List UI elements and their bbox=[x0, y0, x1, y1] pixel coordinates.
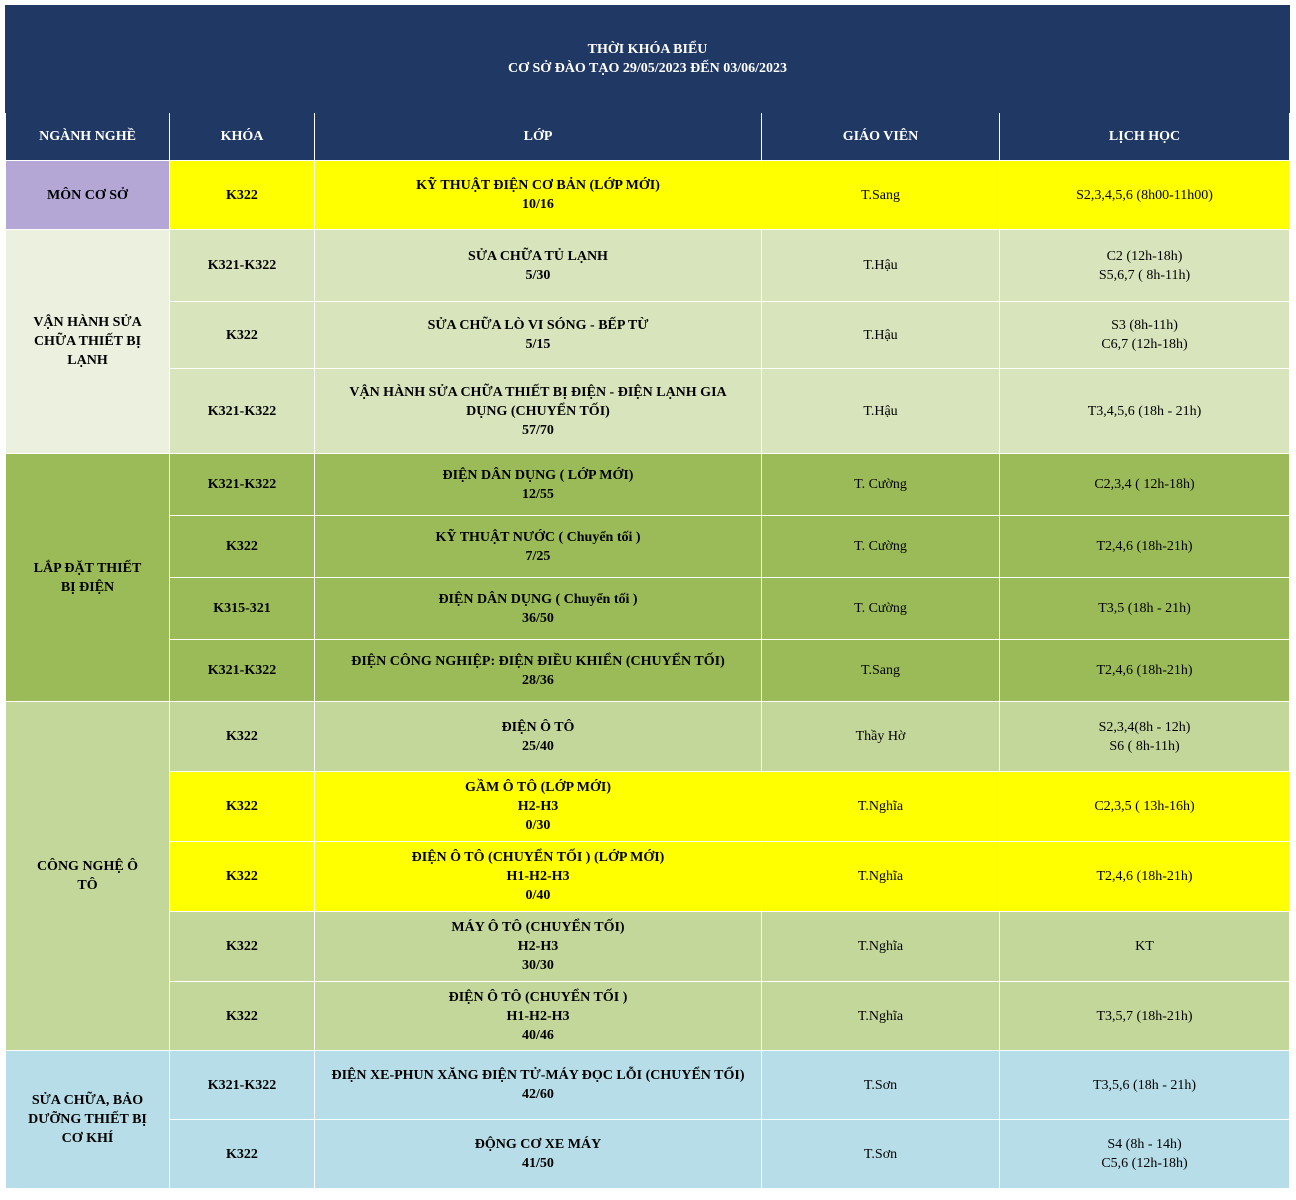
table-row bbox=[6, 640, 1290, 702]
lop-cell-line: ĐIỆN Ô TÔ bbox=[501, 719, 575, 735]
table-row bbox=[6, 842, 1290, 912]
lop-cell bbox=[315, 982, 762, 1051]
khoa-cell: K322 bbox=[170, 161, 315, 230]
khoa-cell: K321-K322 bbox=[170, 1051, 315, 1120]
lop-cell-line: KỸ THUẬT NƯỚC ( Chuyển tối ) bbox=[435, 529, 641, 545]
table-row bbox=[6, 772, 1290, 842]
lop-cell bbox=[315, 842, 762, 912]
lich-hoc-cell bbox=[1000, 912, 1290, 982]
table-row bbox=[6, 369, 1290, 454]
table-row bbox=[6, 1051, 1290, 1120]
lop-cell-line: DỤNG (CHUYỂN TỐI) bbox=[466, 403, 610, 419]
khoa-cell: K322 bbox=[170, 772, 315, 842]
table-row bbox=[6, 1120, 1290, 1189]
khoa-cell: K322 bbox=[170, 1120, 315, 1189]
lop-cell-line: H2-H3 bbox=[517, 939, 559, 954]
lich-hoc-cell-line: KT bbox=[1135, 939, 1154, 954]
table-row bbox=[6, 230, 1290, 302]
lop-cell-line: 25/40 bbox=[522, 738, 554, 754]
nganh-nghe-cell: CÔNG NGHỆ Ô TÔ bbox=[6, 702, 170, 1051]
lop-cell-line: 0/30 bbox=[525, 818, 551, 833]
lop-cell bbox=[315, 912, 762, 982]
lop-cell-line: H2-H3 bbox=[517, 799, 559, 814]
lich-hoc-cell bbox=[1000, 640, 1290, 702]
giao-vien-cell: T. Cường bbox=[762, 516, 1000, 578]
khoa-cell: K322 bbox=[170, 516, 315, 578]
lich-hoc-cell-line: S5,6,7 ( 8h-11h) bbox=[1098, 267, 1191, 283]
lop-cell-line: ĐIỆN DÂN DỤNG ( Chuyển tối ) bbox=[438, 591, 638, 607]
header-lich-hoc: LỊCH HỌC bbox=[1000, 113, 1290, 161]
khoa-cell: K321-K322 bbox=[170, 369, 315, 454]
table-row bbox=[6, 516, 1290, 578]
lop-cell bbox=[315, 702, 762, 772]
lop-cell bbox=[315, 161, 762, 230]
khoa-cell: K322 bbox=[170, 982, 315, 1051]
lop-cell-line: SỬA CHỮA TỦ LẠNH bbox=[468, 248, 608, 264]
table-row bbox=[6, 578, 1290, 640]
title-line-1: THỜI KHÓA BIỂU bbox=[587, 42, 708, 57]
lop-cell bbox=[315, 230, 762, 302]
lop-cell-line: 10/16 bbox=[522, 197, 554, 212]
giao-vien-cell: T.Hậu bbox=[762, 369, 1000, 454]
lich-hoc-cell-line: C5,6 (12h-18h) bbox=[1101, 1156, 1188, 1171]
lop-cell bbox=[315, 302, 762, 369]
header-lop: LỚP bbox=[315, 113, 762, 161]
khoa-cell: K322 bbox=[170, 302, 315, 369]
lich-hoc-cell-line: S2,3,4,5,6 (8h00-11h00) bbox=[1076, 187, 1213, 203]
lop-cell-line: MÁY Ô TÔ (CHUYỂN TỐI) bbox=[451, 920, 625, 935]
lop-cell-line: ĐIỆN Ô TÔ (CHUYỂN TỐI ) bbox=[448, 989, 628, 1005]
table-row bbox=[6, 982, 1290, 1051]
lop-cell bbox=[315, 640, 762, 702]
nganh-nghe-cell: LẮP ĐẶT THIẾT BỊ ĐIỆN bbox=[6, 454, 170, 702]
title-line-2: CƠ SỞ ĐÀO TẠO 29/05/2023 ĐẾN 03/06/2023 bbox=[508, 61, 788, 76]
lop-cell bbox=[315, 369, 762, 454]
lop-cell-line: ĐIỆN CÔNG NGHIỆP: ĐIỆN ĐIỀU KHIỂN (CHUYỂN TỐI) bbox=[351, 653, 725, 669]
lich-hoc-cell bbox=[1000, 842, 1290, 912]
lop-cell-line: 5/30 bbox=[525, 267, 551, 283]
lop-cell-line: 30/30 bbox=[522, 958, 554, 973]
lop-cell-line: H1-H2-H3 bbox=[506, 869, 570, 884]
table-row bbox=[6, 302, 1290, 369]
lich-hoc-cell-line: T3,5,7 (18h-21h) bbox=[1096, 1008, 1193, 1024]
lich-hoc-cell-line: T2,4,6 (18h-21h) bbox=[1096, 663, 1193, 678]
khoa-cell: K322 bbox=[170, 702, 315, 772]
giao-vien-cell: T.Sang bbox=[762, 161, 1000, 230]
table-row bbox=[6, 454, 1290, 516]
lich-hoc-cell-line: T3,4,5,6 (18h - 21h) bbox=[1087, 403, 1202, 419]
lop-cell-line: KỸ THUẬT ĐIỆN CƠ BẢN (LỚP MỚI) bbox=[416, 178, 660, 193]
khoa-cell: K321-K322 bbox=[170, 454, 315, 516]
lop-cell bbox=[315, 578, 762, 640]
giao-vien-cell: T.Hậu bbox=[762, 230, 1000, 302]
header-nganh-nghe: NGÀNH NGHỀ bbox=[6, 113, 170, 161]
lop-cell-line: SỬA CHỮA LÒ VI SÓNG - BẾP TỪ bbox=[427, 318, 649, 333]
timetable bbox=[5, 5, 1290, 1189]
lich-hoc-cell-line: S4 (8h - 14h) bbox=[1107, 1137, 1182, 1152]
lop-cell bbox=[315, 772, 762, 842]
timetable-title bbox=[6, 6, 1290, 113]
header-row bbox=[6, 113, 1290, 161]
lich-hoc-cell-line: T3,5,6 (18h - 21h) bbox=[1092, 1077, 1197, 1093]
lop-cell-line: ĐIỆN DÂN DỤNG ( LỚP MỚI) bbox=[442, 467, 634, 483]
lich-hoc-cell-line: T2,4,6 (18h-21h) bbox=[1096, 539, 1193, 554]
lich-hoc-cell bbox=[1000, 302, 1290, 369]
timetable-body bbox=[6, 161, 1290, 1189]
lop-cell-line: ĐIỆN XE-PHUN XĂNG ĐIỆN TỬ-MÁY ĐỌC LỖI (CHUYỂN TỐI) bbox=[331, 1068, 745, 1083]
lich-hoc-cell bbox=[1000, 1051, 1290, 1120]
nganh-nghe-cell: VẬN HÀNH SỬA CHỮA THIẾT BỊ LẠNH bbox=[6, 230, 170, 454]
lop-cell-line: 42/60 bbox=[522, 1087, 554, 1102]
timetable-sheet bbox=[5, 5, 1290, 1189]
giao-vien-cell: T.Sơn bbox=[762, 1120, 1000, 1189]
lich-hoc-cell bbox=[1000, 230, 1290, 302]
lich-hoc-cell-line: S6 ( 8h-11h) bbox=[1109, 738, 1180, 754]
khoa-cell: K321-K322 bbox=[170, 640, 315, 702]
lop-cell-line: 7/25 bbox=[525, 548, 551, 564]
lop-cell-line: ĐỘNG CƠ XE MÁY bbox=[474, 1137, 602, 1152]
lich-hoc-cell-line: C2 (12h-18h) bbox=[1106, 248, 1183, 264]
lich-hoc-cell-line: C6,7 (12h-18h) bbox=[1101, 337, 1188, 352]
giao-vien-cell: Thầy Hờ bbox=[762, 702, 1000, 772]
giao-vien-cell: T.Sơn bbox=[762, 1051, 1000, 1120]
table-row bbox=[6, 161, 1290, 230]
lop-cell-line: 5/15 bbox=[525, 337, 551, 352]
lich-hoc-cell bbox=[1000, 516, 1290, 578]
lich-hoc-cell-line: S2,3,4(8h - 12h) bbox=[1098, 719, 1191, 735]
lich-hoc-cell-line: S3 (8h-11h) bbox=[1111, 318, 1178, 333]
khoa-cell: K322 bbox=[170, 912, 315, 982]
giao-vien-cell: T.Sang bbox=[762, 640, 1000, 702]
lop-cell bbox=[315, 1051, 762, 1120]
lich-hoc-cell bbox=[1000, 702, 1290, 772]
khoa-cell: K321-K322 bbox=[170, 230, 315, 302]
lop-cell-line: 36/50 bbox=[522, 610, 554, 626]
khoa-cell: K315-321 bbox=[170, 578, 315, 640]
table-row bbox=[6, 912, 1290, 982]
table-row bbox=[6, 702, 1290, 772]
lich-hoc-cell-line: T3,5 (18h - 21h) bbox=[1098, 601, 1191, 616]
header-khoa: KHÓA bbox=[170, 113, 315, 161]
lop-cell-line: 57/70 bbox=[522, 422, 554, 438]
khoa-cell: K322 bbox=[170, 842, 315, 912]
giao-vien-cell: T.Nghĩa bbox=[762, 982, 1000, 1051]
lop-cell bbox=[315, 1120, 762, 1189]
lop-cell-line: VẬN HÀNH SỬA CHỮA THIẾT BỊ ĐIỆN - ĐIỆN LẠNH GIA bbox=[349, 384, 727, 400]
lich-hoc-cell bbox=[1000, 772, 1290, 842]
lop-cell-line: 0/40 bbox=[525, 888, 551, 903]
lop-cell-line: ĐIỆN Ô TÔ (CHUYỂN TỐI ) (LỚP MỚI) bbox=[411, 850, 665, 865]
nganh-nghe-cell: MÔN CƠ SỞ bbox=[6, 161, 170, 230]
lich-hoc-cell bbox=[1000, 982, 1290, 1051]
giao-vien-cell: T.Nghĩa bbox=[762, 772, 1000, 842]
giao-vien-cell: T. Cường bbox=[762, 578, 1000, 640]
lich-hoc-cell bbox=[1000, 369, 1290, 454]
lop-cell-line: 41/50 bbox=[522, 1156, 554, 1171]
header-giao-vien: GIÁO VIÊN bbox=[762, 113, 1000, 161]
lop-cell-line: 40/46 bbox=[522, 1027, 554, 1043]
lich-hoc-cell bbox=[1000, 161, 1290, 230]
lich-hoc-cell bbox=[1000, 1120, 1290, 1189]
giao-vien-cell: T.Nghĩa bbox=[762, 842, 1000, 912]
lich-hoc-cell-line: T2,4,6 (18h-21h) bbox=[1096, 869, 1193, 884]
lop-cell bbox=[315, 454, 762, 516]
lop-cell-line: GẦM Ô TÔ (LỚP MỚI) bbox=[465, 780, 611, 795]
lop-cell-line: 28/36 bbox=[522, 672, 554, 688]
lich-hoc-cell bbox=[1000, 578, 1290, 640]
nganh-nghe-cell: SỬA CHỮA, BẢO DƯỠNG THIẾT BỊ CƠ KHÍ bbox=[6, 1051, 170, 1189]
giao-vien-cell: T.Hậu bbox=[762, 302, 1000, 369]
lich-hoc-cell-line: C2,3,4 ( 12h-18h) bbox=[1094, 477, 1195, 492]
lich-hoc-cell bbox=[1000, 454, 1290, 516]
lop-cell bbox=[315, 516, 762, 578]
giao-vien-cell: T. Cường bbox=[762, 454, 1000, 516]
lich-hoc-cell-line: C2,3,5 ( 13h-16h) bbox=[1094, 799, 1195, 814]
giao-vien-cell: T.Nghĩa bbox=[762, 912, 1000, 982]
lop-cell-line: H1-H2-H3 bbox=[506, 1008, 570, 1024]
lop-cell-line: 12/55 bbox=[522, 486, 554, 502]
